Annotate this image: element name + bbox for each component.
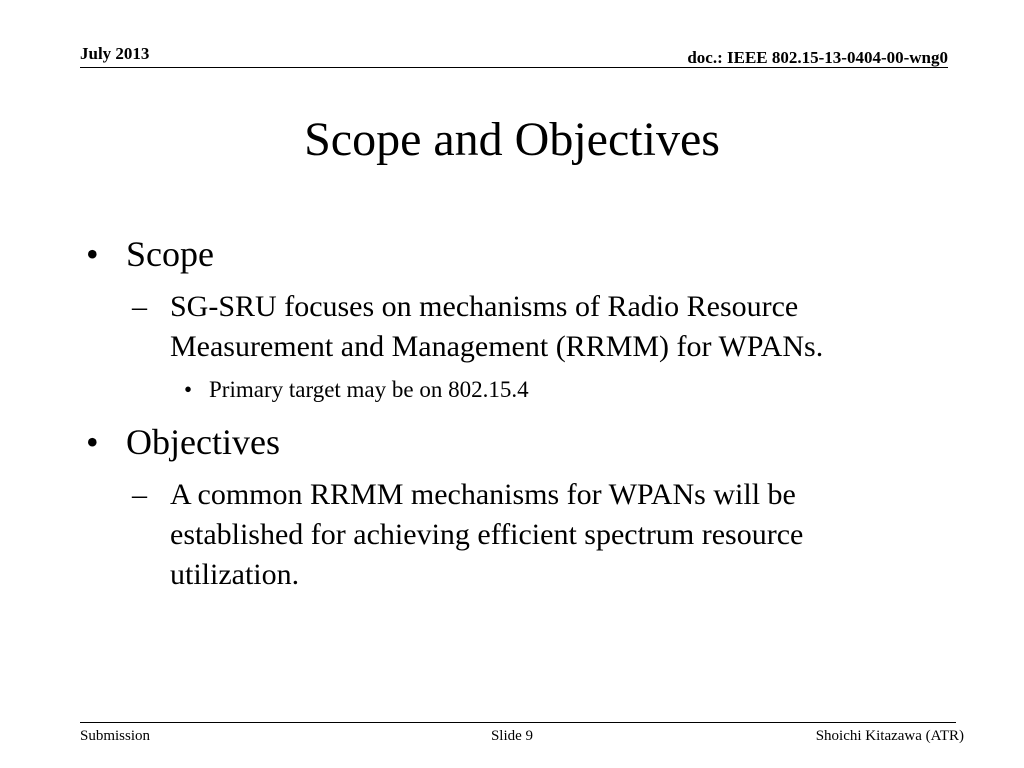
bullet-mark-small: • bbox=[184, 377, 193, 402]
dash-mark: – bbox=[132, 478, 147, 511]
footer-author: Shoichi Kitazawa (ATR) bbox=[815, 728, 964, 744]
bullet-objectives-label: Objectives bbox=[126, 422, 280, 462]
sub-bullet-objectives-text: A common RRMM mechanisms for WPANs will be established for achieving efficient spectrum resource utilization. bbox=[170, 478, 804, 591]
footer-submission: Submission bbox=[80, 728, 151, 744]
bullet-mark: • bbox=[86, 234, 99, 274]
sub-bullet-objectives bbox=[132, 475, 932, 595]
header-date: July 2013 bbox=[80, 44, 150, 63]
bullet-scope bbox=[86, 233, 214, 275]
sub-sub-bullet-target bbox=[184, 375, 529, 405]
dash-mark: – bbox=[132, 290, 147, 323]
slide-title: Scope and Objectives bbox=[304, 113, 720, 166]
header-doc-id: doc.: IEEE 802.15-13-0404-00-wng0 bbox=[687, 48, 948, 67]
sub-sub-bullet-target-text: Primary target may be on 802.15.4 bbox=[209, 377, 529, 402]
bullet-objectives bbox=[86, 421, 280, 463]
header-divider bbox=[80, 67, 948, 68]
sub-bullet-scope bbox=[132, 287, 932, 367]
footer-divider bbox=[80, 722, 956, 723]
sub-bullet-scope-text: SG-SRU focuses on mechanisms of Radio Resource Measurement and Management (RRMM) for WPANs. bbox=[170, 290, 824, 363]
bullet-mark: • bbox=[86, 422, 99, 462]
footer-slide-number: Slide 9 bbox=[490, 728, 534, 744]
bullet-scope-label: Scope bbox=[126, 234, 214, 274]
